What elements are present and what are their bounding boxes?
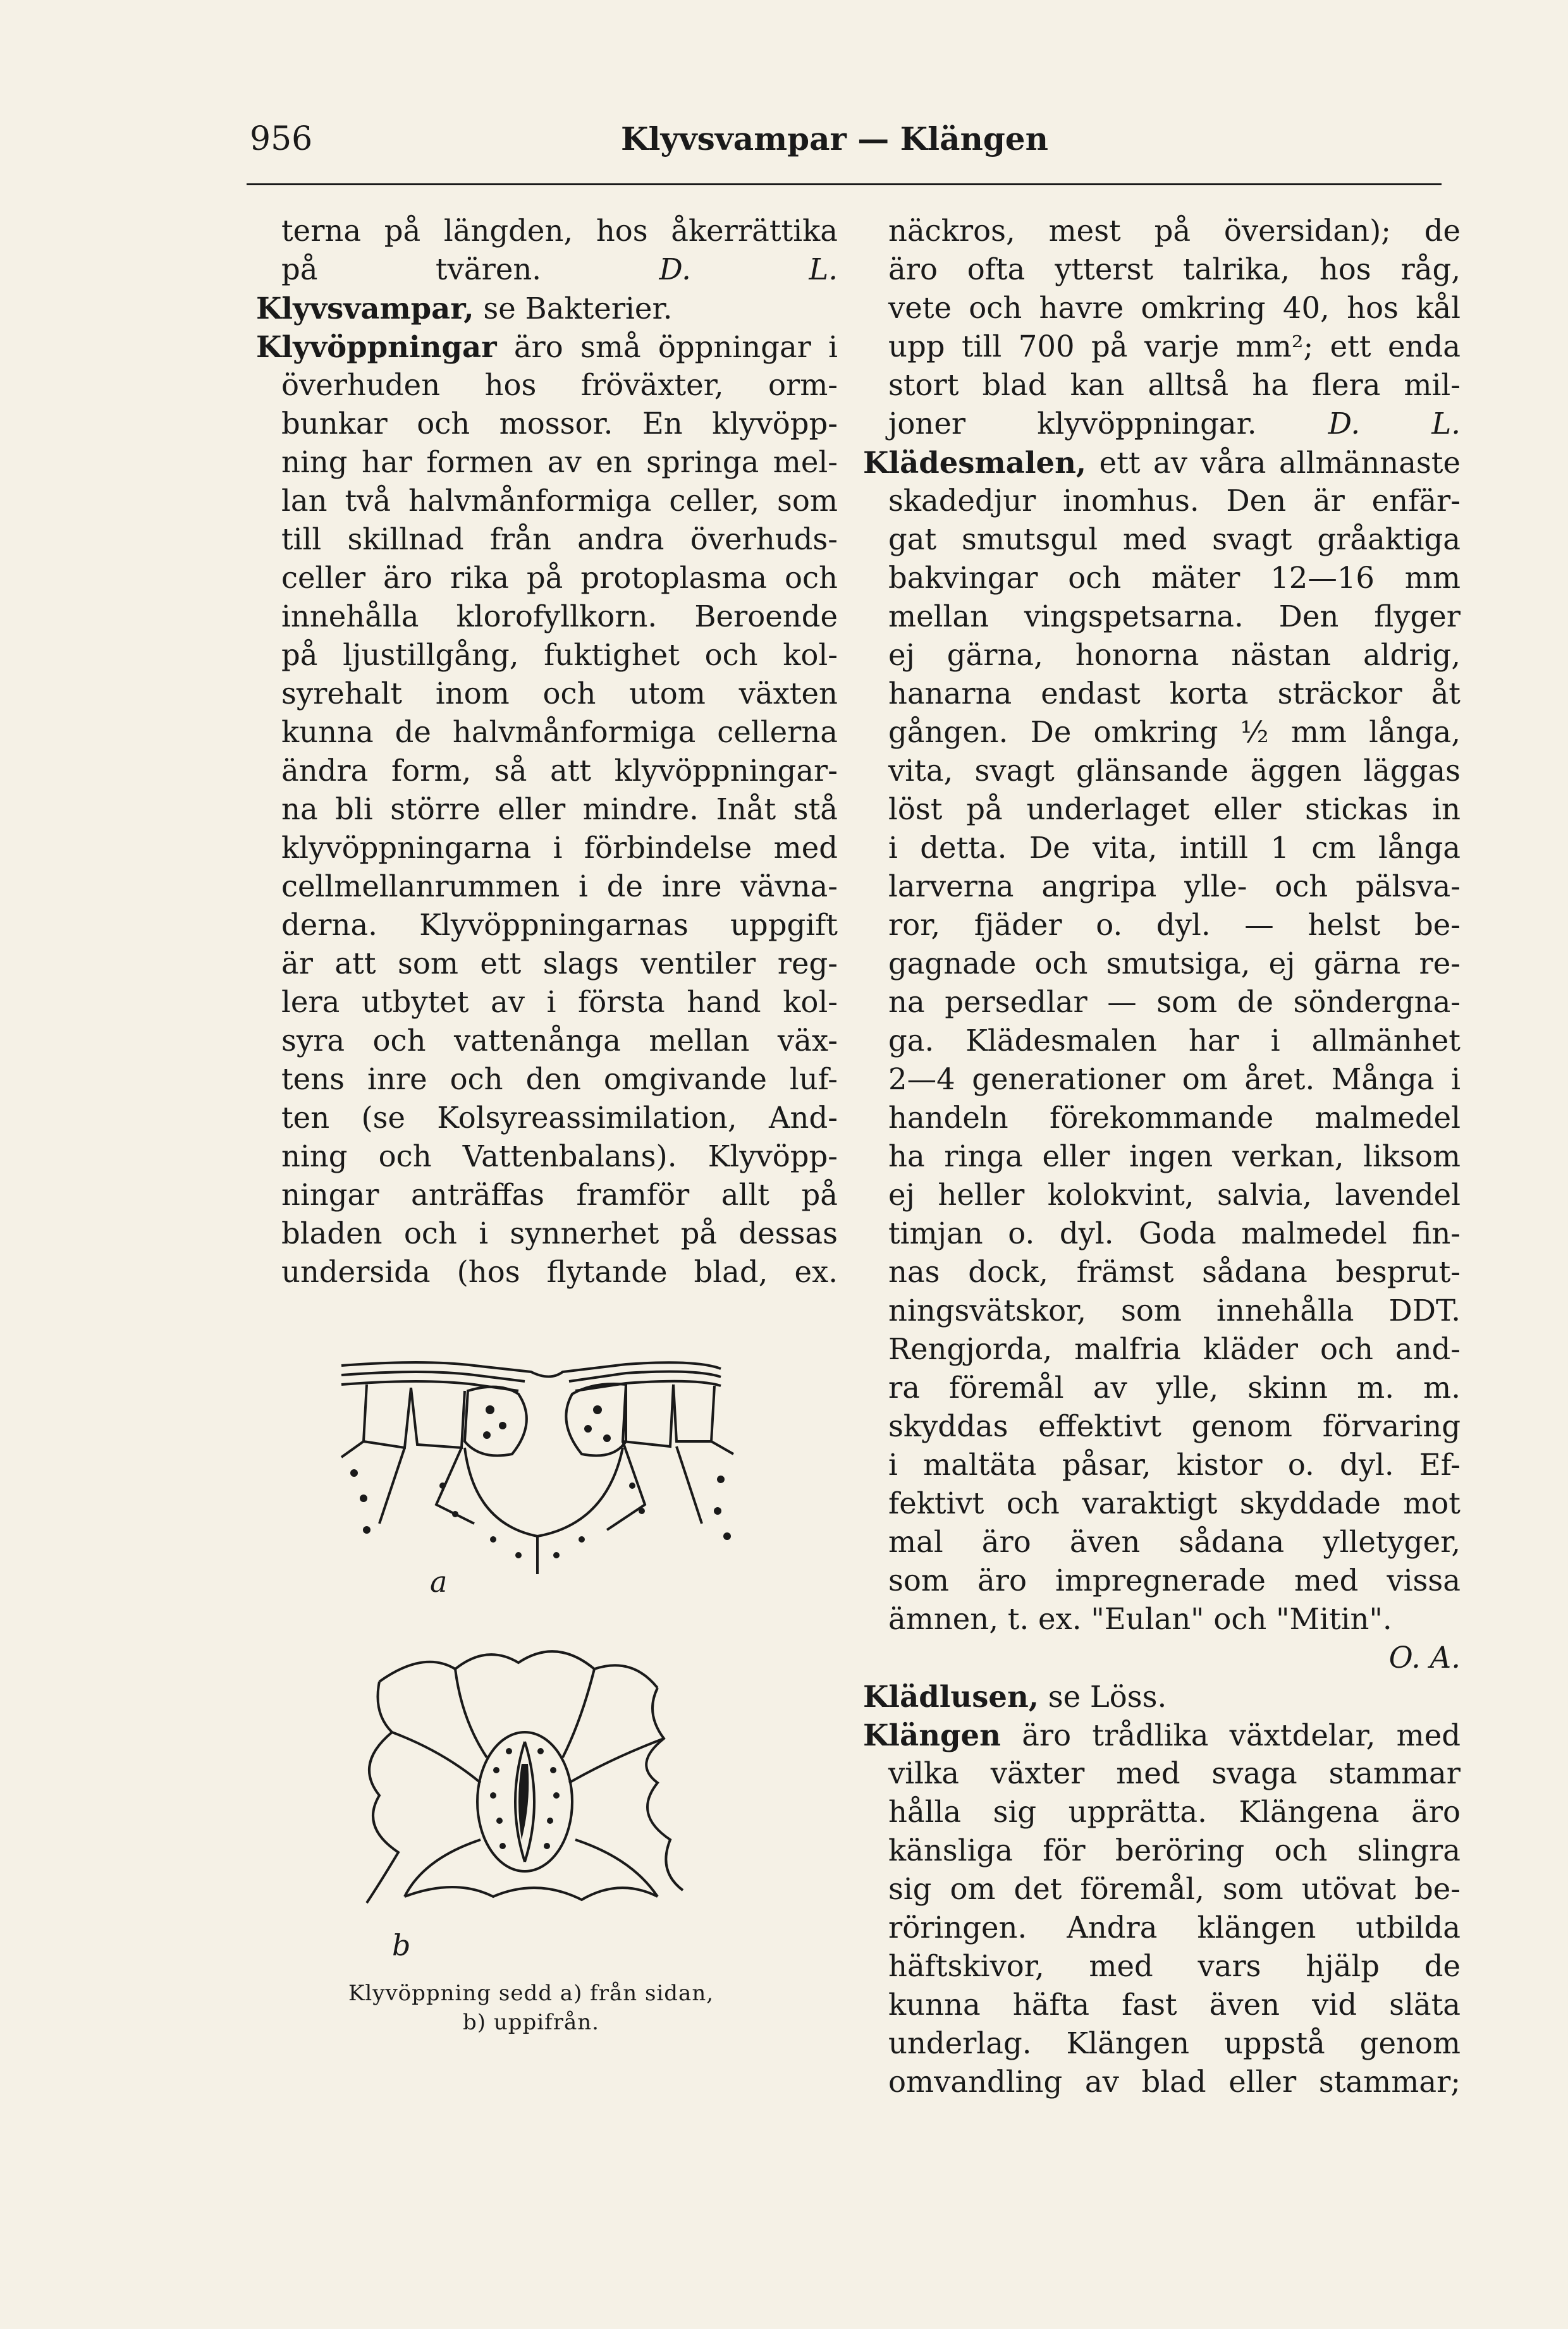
text-line: innehålla klorofyllkorn. Beroende — [281, 599, 838, 633]
entry-kladlusen: Klädlusen, se Löss. — [863, 1679, 1167, 1714]
text-line: gången. De omkring ½ mm långa, — [888, 715, 1461, 749]
text-line: na persedlar — som de söndergna- — [888, 985, 1461, 1019]
running-head: Klyvsvampar — Klängen — [621, 120, 1048, 157]
text-line: vete och havre omkring 40, hos kål — [888, 291, 1461, 325]
text-line: ändra form, så att klyvöppningar- — [281, 754, 838, 788]
text-line: häftskivor, med vars hjälp de — [888, 1949, 1461, 1983]
text-line: terna på längden, hos åkerrättika — [281, 214, 838, 248]
figure-label-a: a — [430, 1565, 448, 1599]
caption-line: b) uppifrån. — [463, 2010, 599, 2035]
text-line: ning har formen av en springa mel- — [281, 445, 838, 479]
text-line: syra och vattenånga mellan väx- — [281, 1024, 838, 1058]
text-line: på ljustillgång, fuktighet och kol- — [281, 638, 838, 672]
text-line: som äro impregnerade med vissa — [888, 1563, 1461, 1598]
entry-headword: Klädesmalen, — [863, 445, 1087, 480]
text-line: gat smutsgul med svagt gråaktiga — [888, 522, 1461, 556]
text-line: underlag. Klängen uppstå genom — [888, 2026, 1461, 2060]
text-line: skadedjur inomhus. Den är enfär- — [888, 484, 1461, 518]
text-line: celler äro rika på protoplasma och — [281, 561, 838, 595]
author-signature: D. L. — [659, 252, 838, 286]
text-line: na bli större eller mindre. Inåt stå — [281, 792, 838, 826]
caption-line: Klyvöppning sedd a) från sidan, — [348, 1981, 714, 2006]
text-line: ga. Klädesmalen har i allmänhet — [888, 1024, 1461, 1058]
text-line: mal äro även sådana ylletyger, — [888, 1525, 1461, 1559]
stoma-figure — [329, 1347, 771, 1962]
header-rule — [247, 183, 1442, 185]
text-line: gagnade och smutsiga, ej gärna re- — [888, 946, 1461, 981]
text-line: ror, fjäder o. dyl. — helst be- — [888, 908, 1461, 942]
text-line: fektivt och varaktigt skyddade mot — [888, 1486, 1461, 1520]
right-column — [863, 212, 1461, 2101]
page-number: 956 — [250, 120, 313, 158]
text-line: vita, svagt glänsande äggen läggas — [888, 754, 1461, 788]
text-line: skyddas effektivt genom förvaring — [888, 1409, 1461, 1443]
left-column — [256, 212, 838, 1292]
text-line: joner klyvöppningar. D. L. — [888, 407, 1461, 441]
text-line: ningsvätskor, som innehålla DDT. — [888, 1293, 1461, 1328]
text-line: är att som ett slags ventiler reg- — [281, 946, 838, 981]
author-signature: O. A. — [1388, 1641, 1461, 1675]
figure-label-b: b — [392, 1928, 411, 1962]
text-line: derna. Klyvöppningarnas uppgift — [281, 908, 838, 942]
text-line: vilka växter med svaga stammar — [888, 1756, 1461, 1790]
stoma-top-view-illustration — [329, 1599, 771, 1953]
text-line: ämnen, t. ex. "Eulan" och "Mitin". — [888, 1602, 1392, 1636]
figure-caption — [278, 1979, 784, 2037]
text-line: till skillnad från andra överhuds- — [281, 522, 838, 556]
text-line: hanarna endast korta sträckor åt — [888, 676, 1461, 711]
text-line: larverna angripa ylle- och pälsva- — [888, 869, 1461, 903]
text-line: syrehalt inom och utom växten — [281, 676, 838, 711]
text-line: cellmellanrummen i de inre vävna- — [281, 869, 838, 903]
text-line: tens inre och den omgivande luf- — [281, 1062, 838, 1096]
text-line: lan två halvmånformiga celler, som — [281, 484, 838, 518]
stoma-side-view-illustration — [329, 1347, 771, 1612]
entry-headword: Klädlusen, — [863, 1679, 1039, 1714]
entry-klangen: Klängen äro trådlika växtdelar, med — [863, 1718, 1461, 1752]
text-line: nas dock, främst sådana besprut- — [888, 1255, 1461, 1289]
author-signature: D. L. — [1328, 407, 1461, 441]
text-line: timjan o. dyl. Goda malmedel fin- — [888, 1216, 1461, 1250]
text-line: handeln förekommande malmedel — [888, 1101, 1461, 1135]
text-line: i detta. De vita, intill 1 cm långa — [888, 831, 1461, 865]
text-line: bakvingar och mäter 12—16 mm — [888, 561, 1461, 595]
text-line: löst på underlaget eller stickas in — [888, 792, 1461, 826]
text-line: ej gärna, honorna nästan aldrig, — [888, 638, 1461, 672]
text-line: bunkar och mossor. En klyvöpp- — [281, 407, 838, 441]
text-line: överhuden hos fröväxter, orm- — [281, 368, 838, 402]
text-line: Rengjorda, malfria kläder och and- — [888, 1332, 1461, 1366]
text-line: näckros, mest på översidan); de — [888, 214, 1461, 248]
text-line: ra föremål av ylle, skinn m. m. — [888, 1371, 1461, 1405]
text-line: lera utbytet av i första hand kol- — [281, 985, 838, 1019]
text-line: klyvöppningarna i förbindelse med — [281, 831, 838, 865]
text-line: i maltäta påsar, kistor o. dyl. Ef- — [888, 1448, 1461, 1482]
text-line: ten (se Kolsyreassimilation, And- — [281, 1101, 838, 1135]
text-line: sig om det föremål, som utövat be- — [888, 1872, 1461, 1906]
text-line: mellan vingspetsarna. Den flyger — [888, 599, 1461, 633]
text-line: äro ofta ytterst talrika, hos råg, — [888, 252, 1461, 286]
text-line: kunna häfta fast även vid släta — [888, 1988, 1461, 2022]
text-line: känsliga för beröring och slingra — [888, 1833, 1461, 1867]
text-line: ning och Vattenbalans). Klyvöpp- — [281, 1139, 838, 1173]
text-line: ha ringa eller ingen verkan, liksom — [888, 1139, 1461, 1173]
entry-kladesmalen: Klädesmalen, ett av våra allmännaste — [863, 445, 1461, 480]
text-line: hålla sig upprätta. Klängena äro — [888, 1795, 1461, 1829]
text-line: 2—4 generationer om året. Många i — [888, 1062, 1461, 1096]
entry-headword: Klyvöppningar — [256, 329, 497, 364]
text-line: ej heller kolokvint, salvia, lavendel — [888, 1178, 1461, 1212]
text-line: stort blad kan alltså ha flera mil- — [888, 368, 1461, 402]
entry-headword: Klyvsvampar, — [256, 291, 474, 326]
text-line: omvandling av blad eller stammar; — [888, 2065, 1461, 2099]
entry-headword: Klängen — [863, 1718, 1001, 1752]
text-line: kunna de halvmånformiga cellerna — [281, 715, 838, 749]
entry-klyvsvampar: Klyvsvampar, se Bakterier. — [256, 291, 673, 326]
text-line: undersida (hos flytande blad, ex. — [281, 1255, 838, 1289]
text-line: ningar anträffas framför allt på — [281, 1178, 838, 1212]
page-header — [250, 120, 1419, 171]
text-line: bladen och i synnerhet på dessas — [281, 1216, 838, 1250]
text-line: upp till 700 på varje mm²; ett enda — [888, 329, 1461, 364]
entry-klyvoppningar: Klyvöppningar äro små öppningar i — [256, 329, 838, 364]
text-line: på tvären. D. L. — [281, 252, 838, 286]
text-line: röringen. Andra klängen utbilda — [888, 1910, 1461, 1945]
